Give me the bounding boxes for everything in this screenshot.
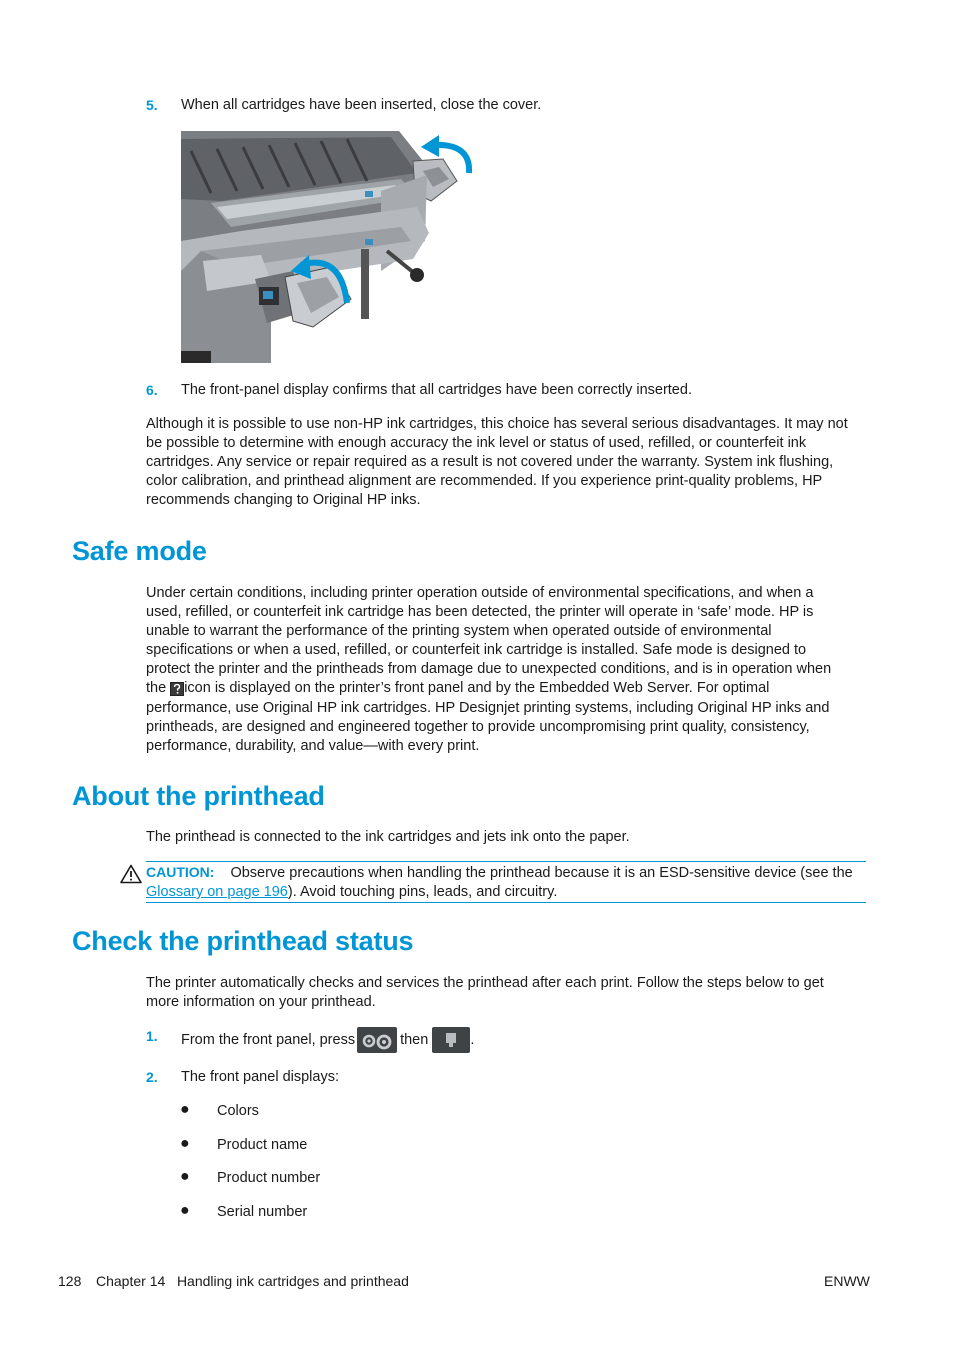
paragraph-line: performance, use Original HP ink cartridges. HP Designjet printing systems, including Original HP inks and <box>146 699 830 716</box>
paragraph-line: printheads, are designed and engineered together to provide uncompromising print quality, consistency, <box>146 718 810 735</box>
about-printhead-heading: About the printhead <box>72 781 325 811</box>
step-number-2: 2. <box>146 1069 158 1085</box>
step-number-5: 5. <box>146 97 158 113</box>
caution-label: CAUTION: <box>146 864 215 880</box>
printhead-icon[interactable] <box>432 1027 470 1053</box>
safe-mode-icon <box>170 682 184 696</box>
step-2-text: The front panel displays: <box>181 1069 339 1085</box>
paragraph-line: unable to warrant the performance of the printing system when operated outside of environmental <box>146 623 772 640</box>
printer-cover-illustration <box>181 131 477 363</box>
caution-line-2 <box>146 883 866 902</box>
paragraph-line: protect the printer and the printheads from damage due to unexpected conditions, and is in operation when <box>146 661 832 678</box>
bullet-marker: ● <box>180 1168 190 1185</box>
caution-line-1 <box>146 863 866 883</box>
step-1-row <box>181 1027 474 1053</box>
warning-triangle-icon <box>120 864 142 884</box>
step-text-5: When all cartridges have been inserted, close the cover. <box>181 97 542 113</box>
paragraph-line: be possible to determine with enough accuracy the ink level or status of used, refilled, or counterfeit ink <box>146 435 807 452</box>
paragraph-line: recommends changing to Original HP inks. <box>146 492 421 509</box>
step-number-6: 6. <box>146 382 158 398</box>
paragraph-line: The printer automatically checks and services the printhead after each print. Follow the steps below to get <box>146 975 824 991</box>
caution-content <box>146 863 866 902</box>
safe-mode-heading: Safe mode <box>72 536 207 566</box>
paragraph-line: more information on your printhead. <box>146 994 376 1011</box>
paragraph-line: specifications or when a used, refilled, or counterfeit ink cartridge is installed. Safe mode is designed to <box>146 642 807 659</box>
caution-text: Observe precautions when handling the printhead because it is an ESD-sensitive device (see the <box>230 865 853 881</box>
paragraph-line: cartridges. Any service or repair required as a result is not covered under the warranty. System ink flushing, <box>146 454 834 471</box>
safe-mode-paragraph <box>146 584 866 756</box>
bullet-item-colors: Colors <box>217 1103 259 1119</box>
caution-box <box>146 861 866 903</box>
paragraph-line: used, refilled, or counterfeit ink cartridge has been detected, the printer will operate in ‘safe’ mode. HP is <box>146 604 814 621</box>
check-printhead-heading: Check the printhead status <box>72 926 414 956</box>
paragraph-line: Under certain conditions, including printer operation outside of environmental specifications, and when a <box>146 585 814 601</box>
bullet-marker: ● <box>180 1135 190 1152</box>
paragraph-line: performance, durability, and value—with every print. <box>146 737 480 754</box>
about-printhead-text: The printhead is connected to the ink cartridges and jets ink onto the paper. <box>146 829 630 845</box>
ink-disadvantages-paragraph <box>146 415 866 510</box>
bullet-item-serial-number: Serial number <box>217 1204 308 1220</box>
bullet-marker: ● <box>180 1101 190 1118</box>
step-1-text-pre: From the front panel, press <box>181 1032 356 1048</box>
footer-chapter: Chapter 14 Handling ink cartridges and printhead <box>96 1273 409 1289</box>
glossary-link[interactable]: Glossary on page 196 <box>146 884 288 900</box>
check-printhead-paragraph <box>146 974 866 1012</box>
caution-text-end: ). Avoid touching pins, leads, and circuitry. <box>287 884 558 900</box>
paragraph-line <box>146 679 866 698</box>
settings-gear-icon[interactable] <box>357 1027 397 1053</box>
step-text-6: The front-panel display confirms that all cartridges have been correctly inserted. <box>181 382 692 398</box>
step-1-text-mid: then <box>400 1032 429 1048</box>
bullet-marker: ● <box>180 1202 190 1219</box>
bullet-item-product-name: Product name <box>217 1137 308 1153</box>
icon-line-prefix: the <box>146 680 167 697</box>
paragraph-line: Although it is possible to use non-HP ink cartridges, this choice has several serious disadvantages. It may not <box>146 416 848 432</box>
page-number: 128 <box>58 1273 82 1289</box>
footer-enww: ENWW <box>824 1273 870 1289</box>
bullet-item-product-number: Product number <box>217 1170 321 1186</box>
step-number-1: 1. <box>146 1028 158 1044</box>
step-1-text-post: . <box>470 1032 475 1048</box>
icon-line-suffix: icon is displayed on the printer’s front panel and by the Embedded Web Server. For optimal <box>184 680 770 697</box>
paragraph-line: color calibration, and printhead alignment are recommended. If you experience print-quality problems, HP <box>146 473 823 490</box>
